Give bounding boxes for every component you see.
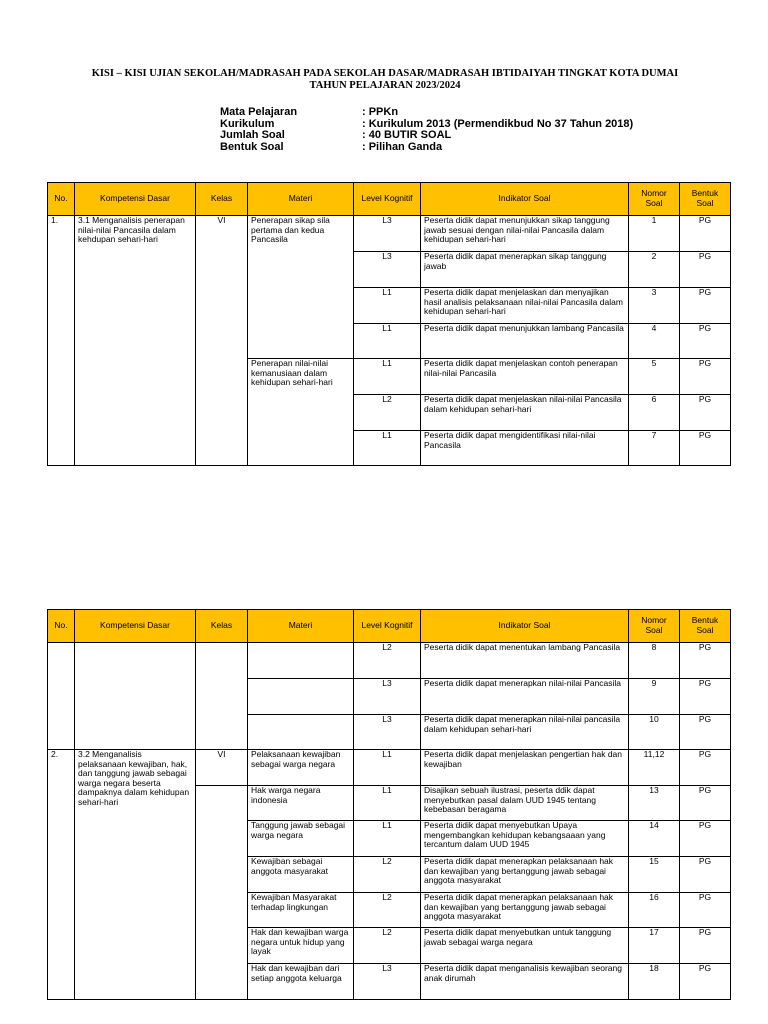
cell-nomor: 15: [629, 857, 680, 893]
cell-kompetensi-empty: [75, 643, 196, 750]
cell-kelas-empty: [196, 786, 248, 1000]
cell-level: L2: [354, 643, 421, 679]
meta-value: : Kurikulum 2013 (Permendikbud No 37 Tahun 2018): [362, 117, 634, 130]
col-header-indikator: Indikator Soal: [421, 183, 629, 216]
cell-no: 2.: [48, 750, 75, 1000]
cell-materi: Hak warga negara indonesia: [248, 786, 354, 821]
col-header-level: Level Kognitif: [354, 183, 421, 216]
grid-table-2: [47, 609, 731, 1000]
cell-bentuk: PG: [680, 857, 731, 893]
meta-label: Mata Pelajaran: [220, 106, 298, 118]
cell-nomor: 4: [629, 324, 680, 359]
cell-indikator: Peserta didik dapat menyebutkan Upaya mengembangkan kehidupan kebangsaaan yang tercantum dalam UUD 1945: [421, 821, 629, 857]
col-header-bentuk: Bentuk Soal: [680, 183, 731, 216]
cell-bentuk: PG: [680, 288, 731, 324]
cell-materi: Tanggung jawab sebagai warga negara: [248, 821, 354, 857]
cell-level: L2: [354, 395, 421, 431]
cell-bentuk: PG: [680, 928, 731, 964]
cell-level: L1: [354, 324, 421, 359]
cell-nomor: 18: [629, 964, 680, 1000]
cell-level: L1: [354, 750, 421, 786]
col-header-materi: Materi: [248, 183, 354, 216]
cell-level: L1: [354, 431, 421, 466]
cell-nomor: 7: [629, 431, 680, 466]
cell-bentuk: PG: [680, 893, 731, 928]
cell-materi-empty: [248, 715, 354, 750]
cell-indikator: Peserta didik dapat menerapkan nilai-nilai pancasila dalam kehidupan sehari-hari: [421, 715, 629, 750]
cell-kelas: VI: [196, 750, 248, 786]
cell-kompetensi: 3.2 Menganalisis pelaksanaan kewajiban, hak, dan tanggung jawab sebagai warga negara beserta dampaknya dalam kehidupan sehari-hari: [75, 750, 196, 1000]
cell-level: L2: [354, 857, 421, 893]
cell-bentuk: PG: [680, 431, 731, 466]
cell-indikator: Peserta didik dapat menerapkan sikap tanggung jawab: [421, 252, 629, 288]
meta-value: : 40 BUTIR SOAL: [362, 129, 452, 141]
cell-materi-empty: [248, 679, 354, 715]
cell-level: L1: [354, 786, 421, 821]
cell-indikator: Peserta didik dapat menjelaskan dan menyajikan hasil analisis pelaksanaan nilai-nilai Pancasila dalam kehidupan sehari-hari: [421, 288, 629, 324]
col-header-kelas: Kelas: [196, 610, 248, 643]
cell-materi: Kewajiban sebagai anggota masyarakat: [248, 857, 354, 893]
document-subtitle: TAHUN PELAJARAN 2023/2024: [309, 80, 461, 91]
cell-level: L1: [354, 359, 421, 395]
grid-table-1: [47, 182, 731, 466]
cell-no-empty: [48, 643, 75, 750]
cell-materi: Hak dan kewajiban warga negara untuk hidup yang layak: [248, 928, 354, 964]
cell-bentuk: PG: [680, 395, 731, 431]
cell-nomor: 1: [629, 216, 680, 252]
cell-nomor: 8: [629, 643, 680, 679]
col-header-materi: Materi: [248, 610, 354, 643]
col-header-bentuk: Bentuk Soal: [680, 610, 731, 643]
cell-indikator: Peserta didik dapat menentukan lambang Pancasila: [421, 643, 629, 679]
meta-label: Jumlah Soal: [220, 129, 285, 141]
col-header-nomor: Nomor Soal: [629, 610, 680, 643]
table-row: [48, 216, 731, 252]
cell-nomor: 11,12: [629, 750, 680, 786]
cell-materi: Penerapan sikap sila pertama dan kedua Pancasila: [248, 216, 354, 359]
table-header-row: [48, 610, 731, 643]
cell-nomor: 13: [629, 786, 680, 821]
cell-kelas-empty: [196, 643, 248, 750]
cell-bentuk: PG: [680, 216, 731, 252]
cell-nomor: 16: [629, 893, 680, 928]
meta-value: : PPKn: [362, 106, 399, 118]
cell-level: L3: [354, 252, 421, 288]
meta-question-type: [220, 142, 633, 154]
cell-bentuk: PG: [680, 750, 731, 786]
cell-indikator: Peserta didik dapat menunjukkan lambang Pancasila: [421, 324, 629, 359]
cell-bentuk: PG: [680, 821, 731, 857]
cell-indikator: Peserta didik dapat menerapkan nilai-nilai Pancasila: [421, 679, 629, 715]
cell-kompetensi: 3.1 Menganalisis penerapan nilai-nilai Pancasila dalam kehdupan sehari-hari: [75, 216, 196, 466]
cell-indikator: Peserta didik dapat menjelaskan pengertian hak dan kewajiban: [421, 750, 629, 786]
cell-materi: Pelaksanaan kewajiban sebagai warga negara: [248, 750, 354, 786]
cell-bentuk: PG: [680, 643, 731, 679]
cell-bentuk: PG: [680, 359, 731, 395]
meta-label: Kurikulum: [220, 117, 275, 130]
col-header-indikator: Indikator Soal: [421, 610, 629, 643]
meta-subject: [220, 107, 633, 119]
cell-indikator: Peserta didik dapat menerapkan pelaksanaan hak dan kewajiban yang bertanggung jawab sebagai anggota masyarakat: [421, 893, 629, 928]
cell-indikator: Peserta didik dapat menunjukkan sikap tanggung jawab sesuai dengan nilai-nilai Pancasila dalam kehidupan sehari-hari: [421, 216, 629, 252]
cell-nomor: 6: [629, 395, 680, 431]
cell-indikator: Disajikan sebuah ilustrasi, peserta ddik dapat menyebutkan pasal dalam UUD 1945 tentang kebebasan beragama: [421, 786, 629, 821]
cell-level: L3: [354, 964, 421, 1000]
cell-level: L1: [354, 821, 421, 857]
cell-level: L3: [354, 715, 421, 750]
cell-bentuk: PG: [680, 252, 731, 288]
cell-nomor: 2: [629, 252, 680, 288]
cell-nomor: 9: [629, 679, 680, 715]
cell-bentuk: PG: [680, 786, 731, 821]
cell-no: 1.: [48, 216, 75, 466]
document-meta: [220, 107, 633, 153]
cell-indikator: Peserta didik dapat menganalisis kewajiban seorang anak dirumah: [421, 964, 629, 1000]
cell-kelas: VI: [196, 216, 248, 466]
col-header-level: Level Kognitif: [354, 610, 421, 643]
cell-nomor: 3: [629, 288, 680, 324]
cell-level: L1: [354, 288, 421, 324]
cell-bentuk: PG: [680, 964, 731, 1000]
cell-nomor: 17: [629, 928, 680, 964]
meta-label: Bentuk Soal: [220, 140, 284, 153]
cell-level: L3: [354, 216, 421, 252]
cell-level: L2: [354, 893, 421, 928]
cell-nomor: 14: [629, 821, 680, 857]
col-header-no: No.: [48, 610, 75, 643]
cell-materi: Kewajiban Masyarakat terhadap lingkungan: [248, 893, 354, 928]
table-row: [48, 643, 731, 679]
meta-value: : Pilihan Ganda: [362, 140, 443, 153]
cell-indikator: Peserta didik dapat menerapkan pelaksanaan hak dan kewajiban yang bertanggung jawab sebagai anggota masyarakat: [421, 857, 629, 893]
cell-materi: Penerapan nilai-nilai kemanusiaan dalam kehidupan sehari-hari: [248, 359, 354, 466]
cell-indikator: Peserta didik dapat menyebutkan untuk tanggung jawab sebagai warga negara: [421, 928, 629, 964]
col-header-kompetensi: Kompetensi Dasar: [75, 183, 196, 216]
table-row: [48, 750, 731, 786]
meta-question-count: [220, 130, 633, 142]
cell-materi-empty: [248, 643, 354, 679]
document-title: KISI – KISI UJIAN SEKOLAH/MADRASAH PADA SEKOLAH DASAR/MADRASAH IBTIDAIYAH TINGKAT KOTA DUMAI: [91, 68, 679, 79]
cell-materi: Hak dan kewajiban dari setiap anggota keluarga: [248, 964, 354, 1000]
cell-bentuk: PG: [680, 324, 731, 359]
cell-level: L3: [354, 679, 421, 715]
cell-bentuk: PG: [680, 715, 731, 750]
cell-level: L2: [354, 928, 421, 964]
cell-nomor: 10: [629, 715, 680, 750]
cell-indikator: Peserta didik dapat mengidentifikasi nilai-nilai Pancasila: [421, 431, 629, 466]
cell-bentuk: PG: [680, 679, 731, 715]
col-header-kelas: Kelas: [196, 183, 248, 216]
table-header-row: [48, 183, 731, 216]
cell-indikator: Peserta didik dapat menjelaskan contoh penerapan nilai-nilai Pancasila: [421, 359, 629, 395]
col-header-kompetensi: Kompetensi Dasar: [75, 610, 196, 643]
col-header-nomor: Nomor Soal: [629, 183, 680, 216]
cell-indikator: Peserta didik dapat menjelaskan nilai-nilai Pancasila dalam kehidupan sehari-hari: [421, 395, 629, 431]
cell-nomor: 5: [629, 359, 680, 395]
col-header-no: No.: [48, 183, 75, 216]
